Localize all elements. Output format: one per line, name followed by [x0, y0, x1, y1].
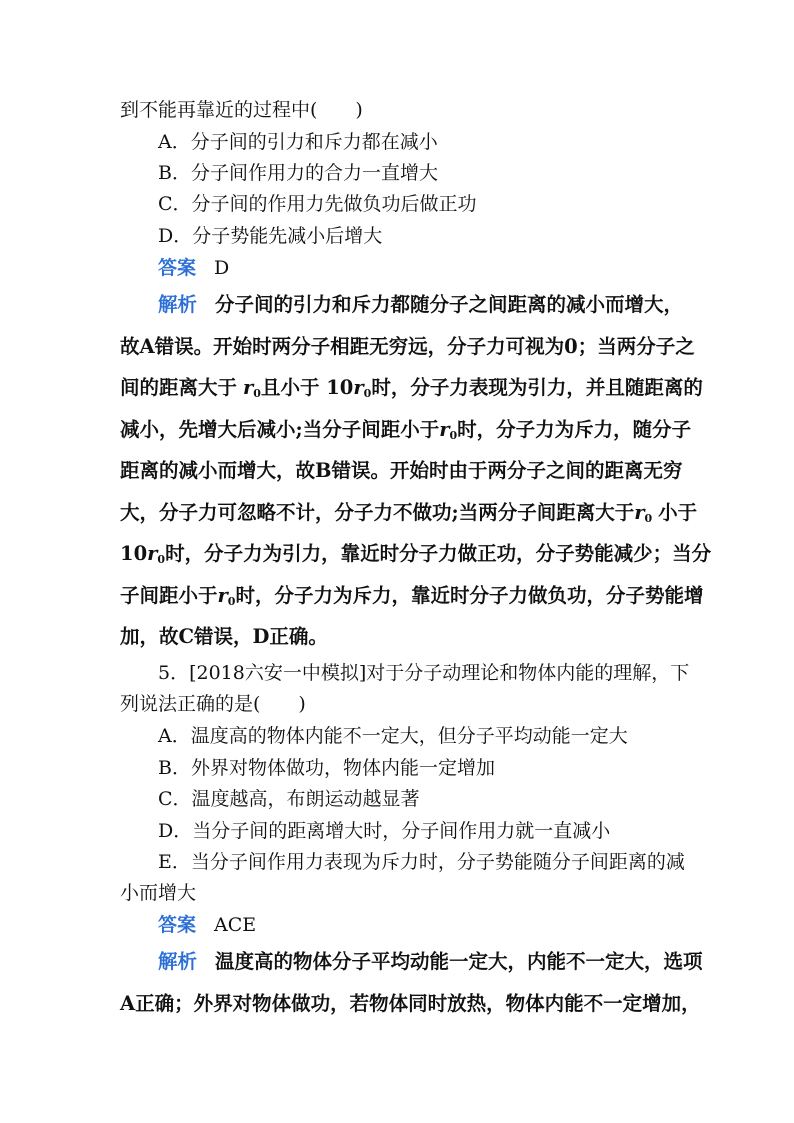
analysis-label: 解析 [158, 950, 198, 973]
q5-option-b: B．外界对物体做功，物体内能一定增加 [158, 757, 495, 779]
subscript-0: 0 [253, 387, 261, 400]
q4-option-c: C．分子间的作用力先做负功后做正功 [158, 193, 477, 215]
var-r: r [634, 501, 645, 524]
analysis-text: 时，分子力为引力，靠近时分子力做正功，分子势能减少；当分 [165, 542, 712, 565]
q4-option-d: D．分子势能先减小后增大 [158, 225, 383, 247]
analysis-text: 10 [120, 542, 148, 565]
q5-answer [158, 913, 256, 937]
q5-option-c: C．温度越高，布朗运动越显著 [158, 788, 420, 810]
analysis-text: 子间距小于 [120, 584, 218, 607]
q5-stem-line-1: 5．[2018六安一中模拟]对于分子动理论和物体内能的理解，下 [158, 662, 690, 684]
q4-analysis-line-6 [120, 501, 697, 531]
answer-label: 答案 [158, 257, 197, 279]
answer-value: D [214, 257, 230, 279]
analysis-text: 小于 [658, 501, 698, 524]
analysis-text: 温度高的物体分子平均动能一定大，内能不一定大，选项 [215, 950, 703, 973]
q5-analysis-line-2: A正确；外界对物体做功，若物体同时放热，物体内能不一定增加， [120, 992, 701, 1015]
var-r: r [217, 584, 228, 607]
q5-option-a: A．温度高的物体内能不一定大，但分子平均动能一定大 [158, 725, 628, 747]
analysis-text: 分子间的引力和斥力都随分子之间距离的减小而增大， [215, 293, 684, 316]
q4-analysis-line-7 [120, 542, 711, 572]
var-r: r [439, 418, 450, 441]
q5-option-e: E．当分子间作用力表现为斥力时，分子势能随分子间距离的减 [158, 851, 685, 873]
q4-analysis-line-1 [158, 293, 683, 317]
q5-option-e-cont: 小而增大 [120, 882, 197, 904]
subscript-0: 0 [363, 387, 372, 400]
analysis-text: 间的距离大于 [120, 376, 238, 399]
q4-analysis-line-3 [120, 376, 703, 406]
q5-option-d: D．当分子间的距离增大时，分子间作用力就一直减小 [158, 820, 611, 842]
q4-analysis-line-2: 故A错误。开始时两分子相距无穷远，分子力可视为0；当两分子之 [120, 335, 695, 358]
analysis-text: 时，分子力为斥力，随分子 [457, 418, 692, 441]
q4-analysis-line-5: 距离的减小而增大，故B错误。开始时由于两分子之间的距离无穷 [120, 459, 683, 482]
analysis-text: 时，分子力表现为引力，并且随距离的 [371, 376, 703, 399]
var-r: r [243, 376, 254, 399]
subscript-0: 0 [449, 429, 458, 442]
subscript-0: 0 [227, 595, 236, 608]
q4-analysis-line-9: 加，故C错误，D正确。 [120, 625, 328, 648]
analysis-label: 解析 [158, 293, 198, 316]
analysis-text: 且小于 10 [260, 376, 354, 399]
analysis-text: 减小，先增大后减小;当分子间距小于 [120, 418, 440, 441]
q4-answer [158, 256, 229, 280]
q5-analysis-line-1 [158, 950, 703, 974]
answer-value: ACE [214, 914, 257, 936]
var-r: r [147, 542, 158, 565]
q4-option-a: A．分子间的引力和斥力都在减小 [158, 131, 438, 153]
q5-stem-line-2: 列说法正确的是( ) [120, 693, 306, 715]
analysis-text: 时，分子力为斥力，靠近时分子力做负功，分子势能增 [235, 584, 704, 607]
q4-analysis-line-4 [120, 418, 691, 448]
analysis-text: 大，分子力可忽略不计，分子力不做功;当两分子间距离大于 [120, 501, 635, 524]
q4-analysis-line-8 [120, 584, 703, 614]
subscript-0: 0 [157, 553, 166, 566]
q4-stem-tail: 到不能再靠近的过程中( ) [120, 99, 363, 121]
var-r: r [353, 376, 364, 399]
q4-option-b: B．分子间作用力的合力一直增大 [158, 162, 438, 184]
subscript-0: 0 [644, 512, 653, 525]
answer-label: 答案 [158, 914, 197, 936]
